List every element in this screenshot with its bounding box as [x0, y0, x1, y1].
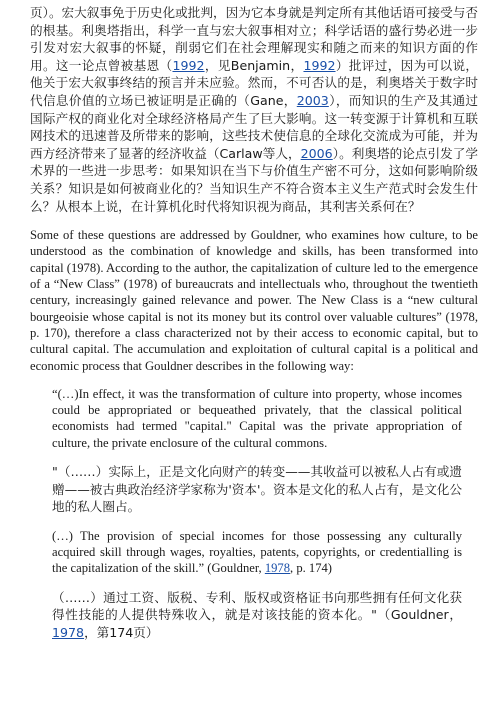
- citation-link-1992[interactable]: 1992: [172, 57, 205, 73]
- citation-link-2006[interactable]: 2006: [300, 145, 333, 161]
- text-segment: ，见Benjamin，: [204, 57, 304, 73]
- chinese-quote-2: [52, 589, 462, 642]
- chinese-paragraph-1: [30, 4, 478, 215]
- citation-link-2003[interactable]: 2003: [296, 92, 329, 108]
- citation-link-1992-benjamin[interactable]: 1992: [303, 57, 336, 73]
- text-segment: （……）通过工资、版税、专利、版权或资格证书向那些拥有任何文化获得性技能的人提供特殊收入，就是对该技能的资本化。"（Gouldner，: [52, 589, 462, 623]
- text-segment: ），而知识的生产及其通过国际产权的商业化对全球经济格局产生了巨大影响。这一转变源于计算机和互联网技术的迅速普及所带来的影响，这些技术使信息的全球化交流成为可能，并为西方经济带来了显著的经济收益（Carlaw等人，: [30, 92, 478, 161]
- english-quote-2: [52, 528, 462, 577]
- text-segment: ）批评过，因为可以说，他关于宏大叙事终结的预言并未应验。然而，不可否认的是，利奥塔关于数字时代信息价值的立场已被证明是正确的（Gane，: [30, 57, 479, 108]
- english-quote-1: “(…)In effect, it was the transformation of culture into property, whose incomes could be appropriated or bequeathed privately, that the classical political economists had termed "capital." Capital was the private appropriation of culture, the private enclosure of the cultural commons.: [52, 386, 462, 450]
- text-segment: 页）。宏大叙事免于历史化或批判，因为它本身就是判定所有其他话语可接受与否的根基。利奥塔指出，科学一直与宏大叙事相对立；科学话语的盛行势必进一步引发对宏大叙事的怀疑，削弱它们在社会理解现实和随之而来的知识方面的作用。这一论点曾被基恩（: [30, 5, 478, 73]
- text-segment: ，第174页）: [84, 624, 159, 640]
- citation-link-1978-zh[interactable]: 1978: [52, 624, 85, 640]
- text-segment: , p. 174): [290, 561, 332, 576]
- text-segment: (…) The provision of special incomes for those possessing any culturally acquired skill through wages, royalties, patents, copyrights, or credentialling is the capitalization of the skill.” (Gouldner,: [52, 528, 462, 576]
- citation-link-1978[interactable]: 1978: [264, 561, 291, 576]
- english-paragraph-gouldner: Some of these questions are addressed by Gouldner, who examines how culture, to be understood as the combination of knowledge and skills, has been transformed into capital (1978). According to the author, the capitalization of culture led to the emergence of a “New Class” (1978) of bureaucrats and intellectuals who, throughout the twentieth century, increasingly gained relevance and power. The New Class is a “new cultural bourgeoisie whose capital is not its money but its control over valuable cultures” (1978, p. 170), therefore a class characterized not by their access to economic capital, but to cultural capital. The accumulation and exploitation of cultural capital is a political and economic process that Gouldner describes in the following way:: [30, 228, 478, 373]
- chinese-quote-1: "（……）实际上，正是文化向财产的转变——其收益可以被私人占有或遗赠——被古典政治经济学家称为'资本'。资本是文化的私人占有，是文化公地的私人圈占。: [52, 463, 462, 515]
- text-segment: ）。利奥塔的论点引发了学术界的一些进一步思考：如果知识在当下与价值生产密不可分，这如何影响阶级关系？知识是如何被商业化的？当知识生产不符合资本主义生产范式时会发生什么？从根本上说，在计算机化时代将知识视为商品，其利害关系何在？: [30, 145, 478, 214]
